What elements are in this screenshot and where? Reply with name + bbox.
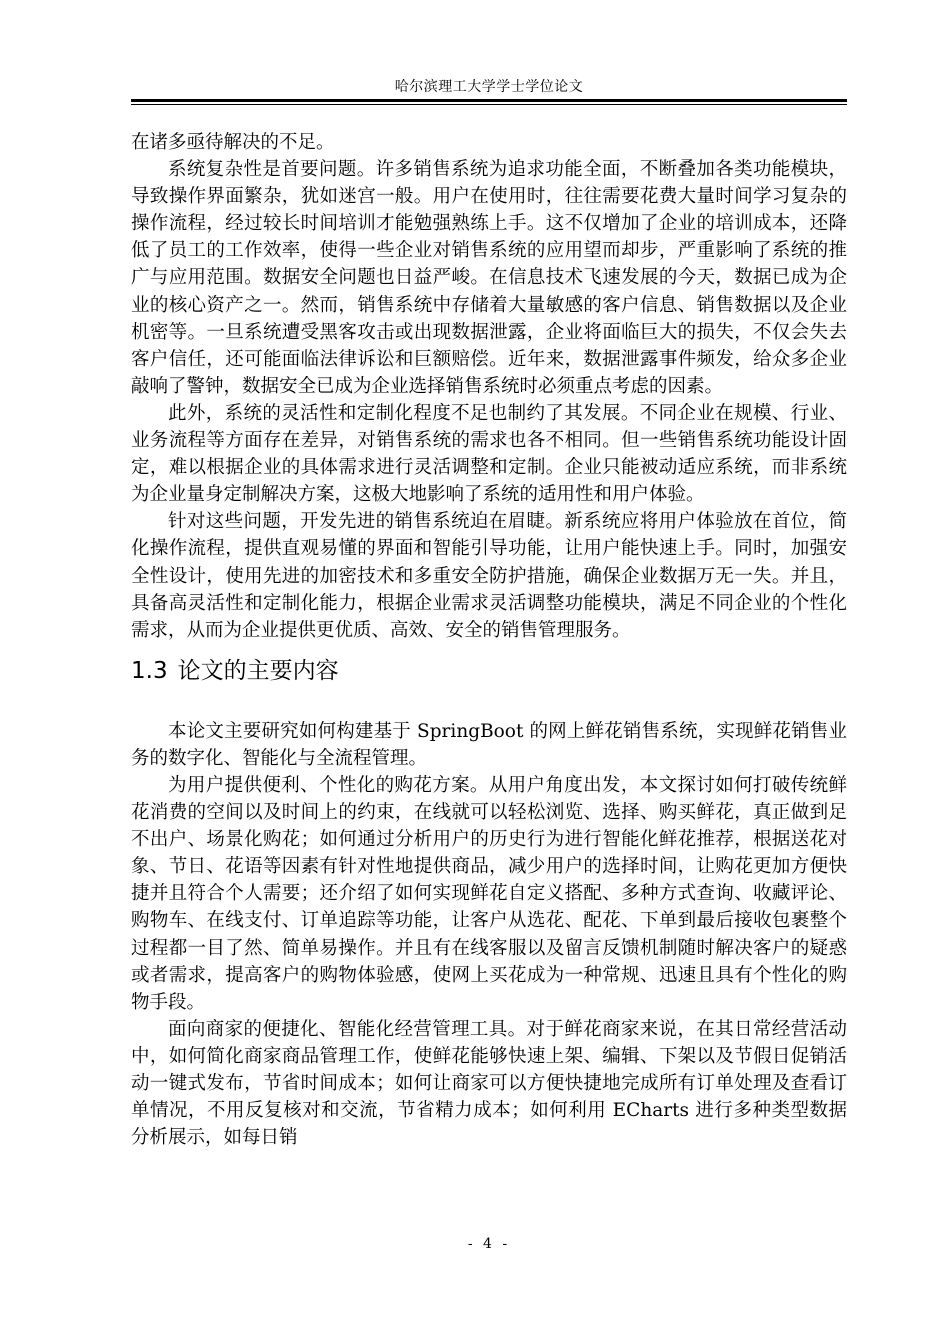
header-rule-thick	[131, 99, 847, 102]
paragraph-research-intro: 本论文主要研究如何构建基于 SpringBoot 的网上鲜花销售系统，实现鲜花销售业务的数字化、智能化与全流程管理。	[131, 720, 847, 769]
section-number: 1.3	[131, 657, 168, 684]
paragraph-system-complexity: 系统复杂性是首要问题。许多销售系统为追求功能全面，不断叠加各类功能模块，导致操作界面繁杂，犹如迷宫一般。用户在使用时，往往需要花费大量时间学习复杂的操作流程，经过较长时间培训才能勉强熟练上手。这不仅增加了企业的培训成本，还降低了员工的工作效率，使得一些企业对销售系统的应用望而却步，严重影响了系统的推广与应用范围。数据安全问题也日益严峻。在信息技术飞速发展的今天，数据已成为企业的核心资产之一。然而，销售系统中存储着大量敏感的客户信息、销售数据以及企业机密等。一旦系统遭受黑客攻击或出现数据泄露，企业将面临巨大的损失，不仅会失去客户信任，还可能面临法律诉讼和巨额赔偿。近年来，数据泄露事件频发，给众多企业敲响了警钟，数据安全已成为企业选择销售系统时必须重点考虑的因素。	[131, 159, 847, 397]
page-header: 哈尔滨理工大学学士学位论文	[394, 79, 584, 95]
page-number: - 4 -	[467, 1236, 511, 1252]
section-title: 论文的主要内容	[177, 657, 339, 684]
section-heading	[131, 656, 847, 718]
header-rule-thin	[131, 104, 847, 105]
paragraph-user-features: 为用户提供便利、个性化的购花方案。从用户角度出发，本文探讨如何打破传统鲜花消费的空间以及时间上的约束，在线就可以轻松浏览、选择、购买鲜花，真正做到足不出户、场景化购花；如何通过分析用户的历史行为进行智能化鲜花推荐，根据送花对象、节日、花语等因素有针对性地提供商品，减少用户的选择时间，让购花更加方便快捷并且符合个人需要；还介绍了如何实现鲜花自定义搭配、多种方式查询、收藏评论、购物车、在线支付、订单追踪等功能，让客户从选花、配花、下单到最后接收包裹整个过程都一目了然、简单易操作。并且有在线客服以及留言反馈机制随时解决客户的疑惑或者需求，提高客户的购物体验感，使网上买花成为一种常规、迅速且具有个性化的购物手段。	[131, 774, 847, 1013]
paragraph-merchant-tools: 面向商家的便捷化、智能化经营管理工具。对于鲜花商家来说，在其日常经营活动中，如何简化商家商品管理工作，使鲜花能够快速上架、编辑、下架以及节假日促销活动一键式发布，节省时间成本；如何让商家可以方便快捷地完成所有订单处理及查看订单情况，不用反复核对和交流，节省精力成本；如何利用 ECharts 进行多种类型数据分析展示，如每日销	[131, 1018, 847, 1149]
page-body	[131, 129, 847, 1151]
paragraph-flexibility: 此外，系统的灵活性和定制化程度不足也制约了其发展。不同企业在规模、行业、业务流程等方面存在差异，对销售系统的需求也各不相同。但一些销售系统功能设计固定，难以根据企业的具体需求进行灵活调整和定制。企业只能被动适应系统，而非系统为企业量身定制解决方案，这极大地影响了系统的适用性和用户体验。	[131, 402, 847, 506]
paragraph-continuation: 在诸多亟待解决的不足。	[131, 132, 335, 153]
paragraph-solution: 针对这些问题，开发先进的销售系统迫在眉睫。新系统应将用户体验放在首位，简化操作流程，提供直观易懂的界面和智能引导功能，让用户能快速上手。同时，加强安全性设计，使用先进的加密技术和多重安全防护措施，确保企业数据万无一失。并且，具备高灵活性和定制化能力，根据企业需求灵活调整功能模块，满足不同企业的个性化需求，从而为企业提供更优质、高效、安全的销售管理服务。	[131, 511, 847, 641]
